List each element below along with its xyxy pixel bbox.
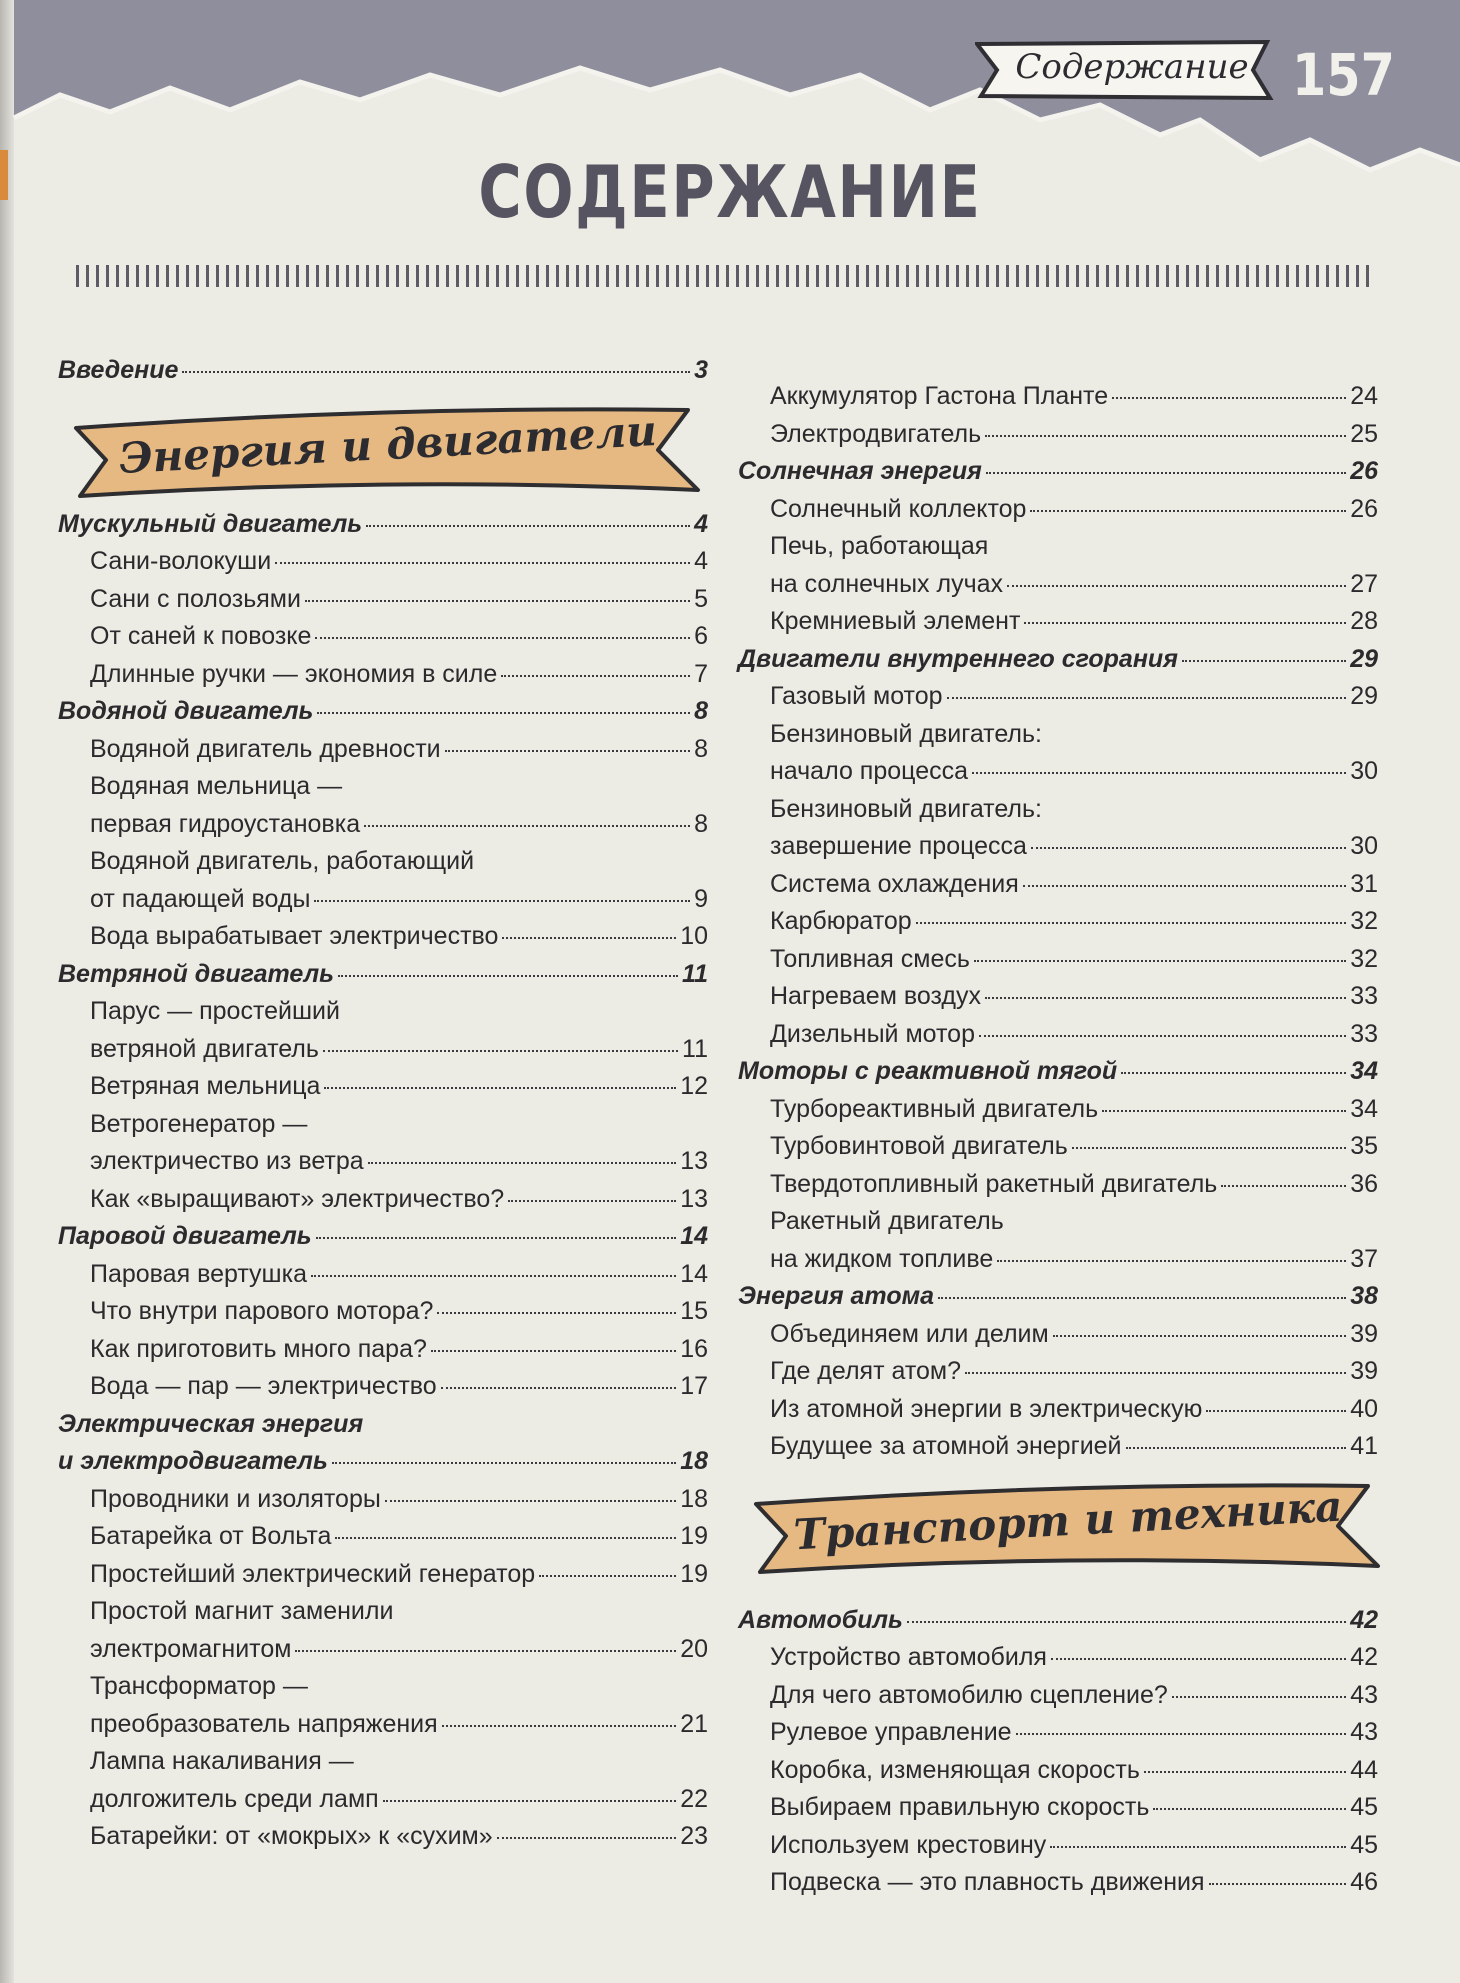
toc-entry[interactable] <box>738 566 1378 604</box>
toc-page-number: 18 <box>680 1484 708 1513</box>
toc-entry[interactable] <box>738 603 1378 641</box>
toc-page-number: 28 <box>1350 607 1378 635</box>
toc-right-column <box>738 378 1378 1902</box>
toc-entry-title: Энергия атома <box>738 1282 934 1310</box>
toc-entry[interactable] <box>738 1316 1378 1354</box>
toc-entry[interactable] <box>738 416 1378 454</box>
toc-entry-title: Вода вырабатывает электричество <box>90 922 499 950</box>
toc-entry-title: Водяной двигатель, работающий <box>90 847 475 875</box>
toc-page-number: 20 <box>680 1634 708 1663</box>
dot-leader <box>317 712 690 714</box>
toc-entry-title: Для чего автомобилю сцепление? <box>770 1680 1168 1709</box>
toc-entry-title: Система охлаждения <box>770 869 1019 898</box>
toc-entry-title: Используем крестовину <box>770 1830 1047 1859</box>
toc-section-entry[interactable] <box>58 1443 708 1481</box>
toc-page-number: 45 <box>1350 1830 1378 1859</box>
toc-entry-title: электричество из ветра <box>90 1147 364 1175</box>
section-banner <box>58 398 708 500</box>
toc-entry[interactable] <box>738 1789 1378 1827</box>
dot-leader <box>1153 1808 1346 1810</box>
toc-entry-title: Ветрогенератор — <box>90 1109 308 1138</box>
toc-page-number: 15 <box>680 1297 708 1325</box>
toc-page-number: 34 <box>1350 1057 1378 1085</box>
toc-entry[interactable] <box>738 866 1378 904</box>
toc-entry-title: Простейший электрический генератор <box>90 1559 536 1588</box>
toc-entry[interactable] <box>738 1353 1378 1391</box>
toc-entry-title: начало процесса <box>770 757 968 785</box>
toc-entry-title: Подвеска — это плавность движения <box>770 1868 1205 1896</box>
dot-leader <box>314 900 690 902</box>
toc-entry-title: Сани-волокуши <box>90 547 272 575</box>
toc-entry[interactable] <box>58 1068 708 1106</box>
dot-leader <box>311 1275 676 1277</box>
toc-page-number: 46 <box>1350 1868 1378 1896</box>
toc-entry[interactable] <box>58 1143 708 1181</box>
toc-entry[interactable] <box>58 843 708 881</box>
dot-leader <box>986 472 1346 474</box>
toc-entry[interactable] <box>738 1864 1378 1902</box>
dot-leader <box>1121 1072 1346 1074</box>
toc-entry-title: Электродвигатель <box>770 419 982 448</box>
toc-entry[interactable] <box>738 491 1378 529</box>
toc-entry[interactable] <box>58 1556 708 1594</box>
toc-entry[interactable] <box>738 528 1378 566</box>
dot-leader <box>1024 622 1346 624</box>
dot-leader <box>182 371 690 373</box>
toc-page-number: 11 <box>682 959 708 988</box>
toc-entry[interactable] <box>58 731 708 769</box>
toc-entry[interactable] <box>738 1827 1378 1865</box>
dot-leader <box>501 675 690 677</box>
toc-page-number: 14 <box>680 1222 708 1250</box>
toc-entry[interactable] <box>738 941 1378 979</box>
toc-page-number: 8 <box>694 734 708 763</box>
toc-entry-title: на жидком топливе <box>770 1244 994 1273</box>
toc-entry[interactable] <box>58 618 708 656</box>
toc-entry-title: Водяной двигатель древности <box>90 734 441 763</box>
toc-entry[interactable] <box>58 1481 708 1519</box>
toc-page-number: 21 <box>680 1709 708 1738</box>
toc-entry-title: Как приготовить много пара? <box>90 1334 427 1363</box>
toc-entry-title: электромагнитом <box>90 1634 292 1663</box>
toc-page-number: 37 <box>1350 1244 1378 1273</box>
toc-entry-title: Двигатели внутреннего сгорания <box>738 644 1178 673</box>
toc-entry[interactable] <box>738 791 1378 829</box>
toc-page-number: 30 <box>1350 757 1378 785</box>
dot-leader <box>323 1050 678 1052</box>
toc-entry[interactable] <box>58 543 708 581</box>
toc-entry-title: Где делят атом? <box>770 1357 962 1385</box>
toc-entry[interactable] <box>58 1706 708 1744</box>
toc-entry[interactable] <box>58 1106 708 1144</box>
toc-entry-title: Водяной двигатель <box>58 697 314 725</box>
dot-leader <box>539 1575 676 1577</box>
toc-page-number: 13 <box>680 1147 708 1175</box>
toc-page-number: 38 <box>1350 1282 1378 1310</box>
toc-entry-title: Топливная смесь <box>770 944 970 973</box>
toc-entry-title: Турбовинтовой двигатель <box>770 1132 1068 1160</box>
dot-leader <box>383 1800 677 1802</box>
toc-entry-title: Аккумулятор Гастона Планте <box>770 382 1109 410</box>
toc-page-number: 3 <box>694 356 708 384</box>
toc-entry-title: Твердотопливный ракетный двигатель <box>770 1169 1218 1198</box>
toc-page-number: 9 <box>694 884 708 913</box>
toc-entry[interactable] <box>58 1743 708 1781</box>
toc-entry[interactable] <box>738 716 1378 754</box>
toc-page-number: 33 <box>1350 1019 1378 1048</box>
dot-leader <box>441 1387 677 1389</box>
toc-entry[interactable] <box>738 1166 1378 1204</box>
toc-entry-title: Бензиновый двигатель: <box>770 719 1042 748</box>
dot-leader <box>1182 660 1346 662</box>
toc-entry-title: на солнечных лучах <box>770 569 1004 598</box>
toc-entry-title: Вода — пар — электричество <box>90 1372 437 1400</box>
toc-entry[interactable] <box>58 1031 708 1069</box>
toc-page-number: 43 <box>1350 1680 1378 1709</box>
dot-leader <box>502 937 676 939</box>
dot-leader <box>1050 1846 1346 1848</box>
toc-entry[interactable] <box>738 1752 1378 1790</box>
toc-entry[interactable] <box>738 1016 1378 1054</box>
toc-entry[interactable] <box>738 1241 1378 1279</box>
dot-leader <box>332 1462 676 1464</box>
dot-leader <box>916 922 1347 924</box>
dot-leader <box>1209 1883 1347 1885</box>
toc-entry[interactable] <box>58 1181 708 1219</box>
dot-leader <box>1007 585 1346 587</box>
toc-section-entry[interactable] <box>58 1406 708 1444</box>
toc-page-number: 41 <box>1350 1432 1378 1460</box>
toc-entry-title: Простой магнит заменили <box>90 1597 394 1625</box>
dot-leader <box>1206 1410 1346 1412</box>
toc-entry[interactable] <box>738 753 1378 791</box>
toc-entry-title: от падающей воды <box>90 884 311 913</box>
toc-section-entry[interactable] <box>738 641 1378 679</box>
toc-page-number: 7 <box>694 659 708 688</box>
toc-page-number: 18 <box>680 1447 708 1475</box>
toc-entry[interactable] <box>58 656 708 694</box>
toc-entry[interactable] <box>58 1256 708 1294</box>
toc-page-number: 4 <box>694 547 708 575</box>
toc-entry-title: Сани с полозьями <box>90 584 301 613</box>
toc-entry[interactable] <box>58 1593 708 1631</box>
toc-entry-title: завершение процесса <box>770 832 1027 860</box>
toc-page-number: 29 <box>1350 644 1378 673</box>
dot-leader <box>1126 1447 1347 1449</box>
toc-entry-title: Автомобиль <box>738 1605 903 1634</box>
toc-entry-title: Кремниевый элемент <box>770 607 1021 635</box>
toc-page-number: 11 <box>682 1034 708 1063</box>
toc-page-number: 17 <box>680 1372 708 1400</box>
toc-entry[interactable] <box>738 828 1378 866</box>
toc-section-entry[interactable] <box>738 1053 1378 1091</box>
toc-page-number: 16 <box>680 1334 708 1363</box>
toc-entry-title: Солнечный коллектор <box>770 494 1027 523</box>
toc-entry[interactable] <box>58 1818 708 1856</box>
dot-leader <box>907 1621 1346 1623</box>
toc-section-entry[interactable] <box>738 1602 1378 1640</box>
toc-entry-title: Бензиновый двигатель: <box>770 794 1042 823</box>
dot-leader <box>997 1260 1346 1262</box>
toc-page-number: 12 <box>680 1072 708 1100</box>
toc-page-number: 5 <box>694 584 708 613</box>
toc-page-number: 24 <box>1350 382 1378 410</box>
dot-leader <box>1031 847 1346 849</box>
dot-leader <box>985 997 1346 999</box>
toc-page-number: 35 <box>1350 1132 1378 1160</box>
toc-entry-title: Электрическая энергия <box>58 1409 364 1438</box>
toc-page-number: 39 <box>1350 1357 1378 1385</box>
toc-entry-title: Ветряной двигатель <box>58 959 335 988</box>
toc-page-number: 27 <box>1350 569 1378 598</box>
toc-page-number: 25 <box>1350 419 1378 448</box>
toc-entry-title: Объединяем или делим <box>770 1319 1049 1348</box>
toc-entry-title: Дизельный мотор <box>770 1019 975 1048</box>
dot-leader <box>508 1200 676 1202</box>
dot-leader <box>445 750 690 752</box>
toc-entry-title: Введение <box>58 356 179 384</box>
dot-leader <box>335 1537 676 1539</box>
toc-entry[interactable] <box>738 1091 1378 1129</box>
toc-entry[interactable] <box>58 1518 708 1556</box>
toc-page-number: 43 <box>1350 1718 1378 1746</box>
toc-entry[interactable] <box>58 918 708 956</box>
toc-entry[interactable] <box>58 1368 708 1406</box>
toc-entry-title: Турбореактивный двигатель <box>770 1094 1099 1123</box>
toc-entry[interactable] <box>738 1391 1378 1429</box>
toc-entry-title: Что внутри парового мотора? <box>90 1297 434 1325</box>
toc-entry-title: долгожитель среди ламп <box>90 1784 379 1813</box>
toc-entry[interactable] <box>58 1331 708 1369</box>
toc-entry[interactable] <box>58 581 708 619</box>
dot-leader <box>1102 1110 1346 1112</box>
toc-entry-title: Ветряная мельница <box>90 1072 321 1100</box>
toc-entry-title: Ракетный двигатель <box>770 1207 1004 1235</box>
toc-entry-title: Выбираем правильную скорость <box>770 1793 1150 1821</box>
toc-section-entry[interactable] <box>58 956 708 994</box>
toc-entry-title: Солнечная энергия <box>738 457 982 485</box>
dot-leader <box>497 1837 677 1839</box>
dot-leader <box>1072 1147 1346 1149</box>
toc-section-entry[interactable] <box>738 453 1378 491</box>
toc-page-number: 45 <box>1350 1793 1378 1821</box>
toc-page-number: 42 <box>1350 1605 1378 1634</box>
toc-entry[interactable] <box>738 1677 1378 1715</box>
decorative-rule <box>76 265 1376 287</box>
dot-leader <box>974 960 1346 962</box>
toc-entry[interactable] <box>738 1639 1378 1677</box>
dot-leader <box>1144 1771 1346 1773</box>
toc-entry-title: Проводники и изоляторы <box>90 1484 381 1513</box>
toc-entry-title: Батарейка от Вольта <box>90 1522 332 1550</box>
dot-leader <box>1112 397 1346 399</box>
toc-left-column <box>58 352 708 1856</box>
dot-leader <box>965 1372 1346 1374</box>
toc-page-number: 40 <box>1350 1394 1378 1423</box>
toc-page-number: 22 <box>680 1784 708 1813</box>
toc-entry-title: Печь, работающая <box>770 532 989 560</box>
dot-leader <box>1051 1658 1346 1660</box>
section-banner-label: Транспорт и техника <box>792 1481 1344 1559</box>
toc-entry-title: Водяная мельница — <box>90 772 343 800</box>
toc-entry-title: Моторы с реактивной тягой <box>738 1057 1118 1085</box>
dot-leader <box>1030 510 1346 512</box>
toc-entry[interactable] <box>738 678 1378 716</box>
toc-entry-title: первая гидроустановка <box>90 809 361 838</box>
toc-page-number: 19 <box>680 1522 708 1550</box>
dot-leader <box>305 600 690 602</box>
toc-entry[interactable] <box>738 903 1378 941</box>
toc-page-number: 4 <box>694 509 708 538</box>
toc-entry-title: Карбюратор <box>770 907 912 935</box>
header-section-label: Содержание <box>1015 47 1249 87</box>
toc-page-number: 14 <box>680 1259 708 1288</box>
dot-leader <box>275 562 690 564</box>
toc-page-number: 42 <box>1350 1643 1378 1671</box>
toc-page-number: 19 <box>680 1559 708 1588</box>
toc-entry[interactable] <box>58 1293 708 1331</box>
toc-page-number: 8 <box>694 697 708 725</box>
dot-leader <box>368 1162 677 1164</box>
dot-leader <box>366 525 690 527</box>
toc-entry-title: Лампа накаливания — <box>90 1747 354 1775</box>
toc-entry[interactable] <box>58 993 708 1031</box>
toc-entry-title: Из атомной энергии в электрическую <box>770 1394 1203 1423</box>
toc-entry-title: Устройство автомобиля <box>770 1643 1047 1671</box>
toc-entry-title: Газовый мотор <box>770 682 943 710</box>
toc-page-number: 33 <box>1350 982 1378 1010</box>
toc-entry-title: Как «выращивают» электричество? <box>90 1184 505 1213</box>
dot-leader <box>442 1725 677 1727</box>
toc-entry-title: От саней к повозке <box>90 622 312 650</box>
toc-entry[interactable] <box>58 1781 708 1819</box>
toc-page-number: 32 <box>1350 944 1378 973</box>
toc-page-number: 8 <box>694 809 708 838</box>
dot-leader <box>947 697 1347 699</box>
dot-leader <box>315 637 690 639</box>
toc-entry[interactable] <box>738 978 1378 1016</box>
toc-entry[interactable] <box>58 806 708 844</box>
toc-page-number: 6 <box>694 622 708 650</box>
toc-page-number: 31 <box>1350 869 1378 898</box>
toc-page-number: 26 <box>1350 457 1378 485</box>
toc-entry-title: Будущее за атомной энергией <box>770 1432 1122 1460</box>
dot-leader <box>979 1035 1346 1037</box>
dot-leader <box>1016 1733 1347 1735</box>
dot-leader <box>295 1650 676 1652</box>
dot-leader <box>338 975 678 977</box>
toc-entry[interactable] <box>738 1428 1378 1466</box>
dot-leader <box>972 772 1346 774</box>
toc-entry[interactable] <box>58 1668 708 1706</box>
section-banner <box>738 1474 1378 1576</box>
toc-page-number: 23 <box>680 1822 708 1850</box>
toc-entry-title: преобразователь напряжения <box>90 1709 438 1738</box>
dot-leader <box>1053 1335 1346 1337</box>
dot-leader <box>1172 1696 1346 1698</box>
toc-entry-title: Трансформатор — <box>90 1672 308 1700</box>
toc-page-number: 13 <box>680 1184 708 1213</box>
toc-entry-title: Длинные ручки — экономия в силе <box>90 659 498 688</box>
toc-entry-title: Коробка, изменяющая скорость <box>770 1755 1140 1784</box>
toc-entry[interactable] <box>738 1128 1378 1166</box>
book-spine-shadow <box>0 0 14 1983</box>
dot-leader <box>324 1087 676 1089</box>
toc-page-number: 29 <box>1350 682 1378 710</box>
toc-entry[interactable] <box>58 768 708 806</box>
toc-page-number: 36 <box>1350 1169 1378 1198</box>
toc-section-entry[interactable] <box>738 1278 1378 1316</box>
toc-entry-title: Паровая вертушка <box>90 1259 308 1288</box>
toc-page-number: 26 <box>1350 494 1378 523</box>
dot-leader <box>364 825 690 827</box>
toc-entry[interactable] <box>738 1714 1378 1752</box>
toc-entry-title: и электродвигатель <box>58 1447 328 1475</box>
dot-leader <box>385 1500 676 1502</box>
toc-entry-title: Рулевое управление <box>770 1718 1012 1746</box>
page-title: СОДЕРЖАНИЕ <box>478 150 982 234</box>
dot-leader <box>437 1312 676 1314</box>
toc-page-number: 44 <box>1350 1755 1378 1784</box>
toc-page-number: 34 <box>1350 1094 1378 1123</box>
toc-entry[interactable] <box>738 378 1378 416</box>
toc-page-number: 39 <box>1350 1319 1378 1348</box>
section-banner-label: Энергия и двигатели <box>118 405 658 483</box>
toc-entry-title: Батарейки: от «мокрых» к «сухим» <box>90 1822 493 1850</box>
dot-leader <box>938 1297 1346 1299</box>
toc-section-entry[interactable] <box>58 693 708 731</box>
dot-leader <box>1221 1185 1346 1187</box>
toc-entry-title: ветряной двигатель <box>90 1034 319 1063</box>
toc-entry-title: Парус — простейший <box>90 997 340 1025</box>
dot-leader <box>985 435 1346 437</box>
toc-section-entry[interactable] <box>58 1218 708 1256</box>
toc-page-number: 30 <box>1350 832 1378 860</box>
dot-leader <box>1023 885 1346 887</box>
toc-entry[interactable] <box>738 1203 1378 1241</box>
toc-entry-title: Паровой двигатель <box>58 1222 312 1250</box>
dot-leader <box>431 1350 676 1352</box>
toc-entry-title: Нагреваем воздух <box>770 982 981 1010</box>
toc-page-number: 32 <box>1350 907 1378 935</box>
toc-entry[interactable] <box>58 881 708 919</box>
toc-section-entry[interactable] <box>58 352 708 390</box>
toc-section-entry[interactable] <box>58 506 708 544</box>
toc-page-number: 10 <box>680 922 708 950</box>
page-number: 157 <box>1292 41 1395 109</box>
toc-entry[interactable] <box>58 1631 708 1669</box>
dot-leader <box>316 1237 677 1239</box>
toc-entry-title: Мускульный двигатель <box>58 509 363 538</box>
